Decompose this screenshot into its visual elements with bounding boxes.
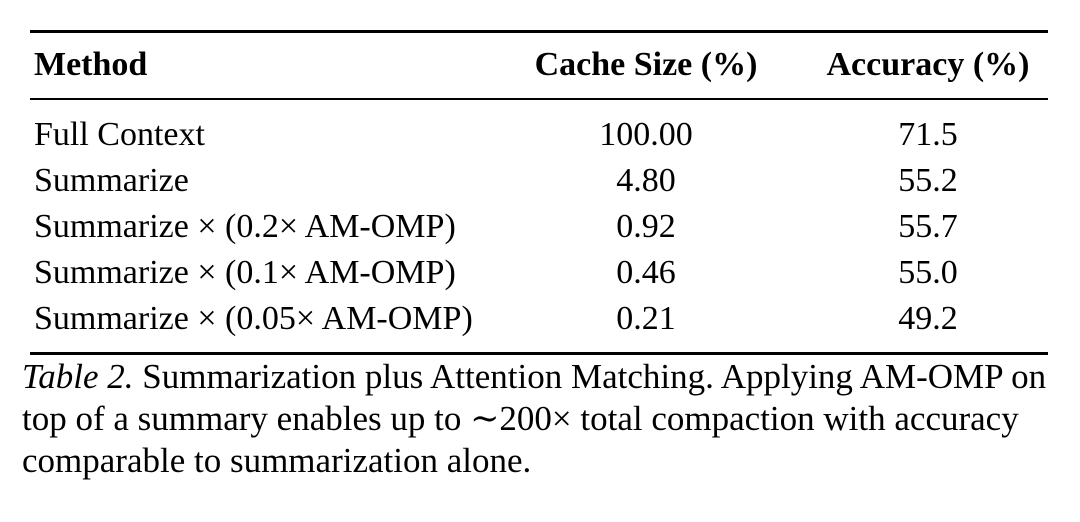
header-accuracy: Accuracy (%) [826, 46, 1030, 83]
cell-accuracy: 55.7 [898, 208, 958, 245]
table-row [30, 158, 1048, 204]
cell-cache-size: 0.21 [616, 300, 676, 337]
bottom-rule [30, 352, 1048, 355]
header-method: Method [34, 46, 148, 83]
table-row [30, 250, 1048, 296]
cell-method: Full Context [34, 116, 205, 153]
cell-accuracy: 49.2 [898, 300, 958, 337]
cell-cache-size: 4.80 [616, 162, 676, 199]
caption-label: Table 2. [22, 357, 134, 396]
cell-cache-size: 100.00 [599, 116, 693, 153]
cell-cache-size: 0.46 [616, 254, 676, 291]
cell-method: Summarize × (0.1× AM-OMP) [34, 254, 456, 291]
table-row [30, 204, 1048, 250]
cell-accuracy: 55.0 [898, 254, 958, 291]
cell-cache-size: 0.92 [616, 208, 676, 245]
table-row [30, 296, 1048, 342]
caption-text: Summarization plus Attention Matching. Applying AM-OMP on top of a summary enables up to ∼200× total compaction with accuracy comparable to summarization alone. [22, 357, 1047, 480]
cell-method: Summarize × (0.05× AM-OMP) [34, 300, 473, 337]
cell-accuracy: 71.5 [898, 116, 958, 153]
cell-method: Summarize [34, 162, 189, 199]
table-row [30, 112, 1048, 158]
cell-accuracy: 55.2 [898, 162, 958, 199]
top-rule [30, 30, 1048, 33]
header-cache-size: Cache Size (%) [534, 46, 758, 83]
table-header-row [30, 42, 1048, 88]
table-caption [22, 356, 1062, 482]
header-rule [30, 98, 1048, 100]
cell-method: Summarize × (0.2× AM-OMP) [34, 208, 456, 245]
